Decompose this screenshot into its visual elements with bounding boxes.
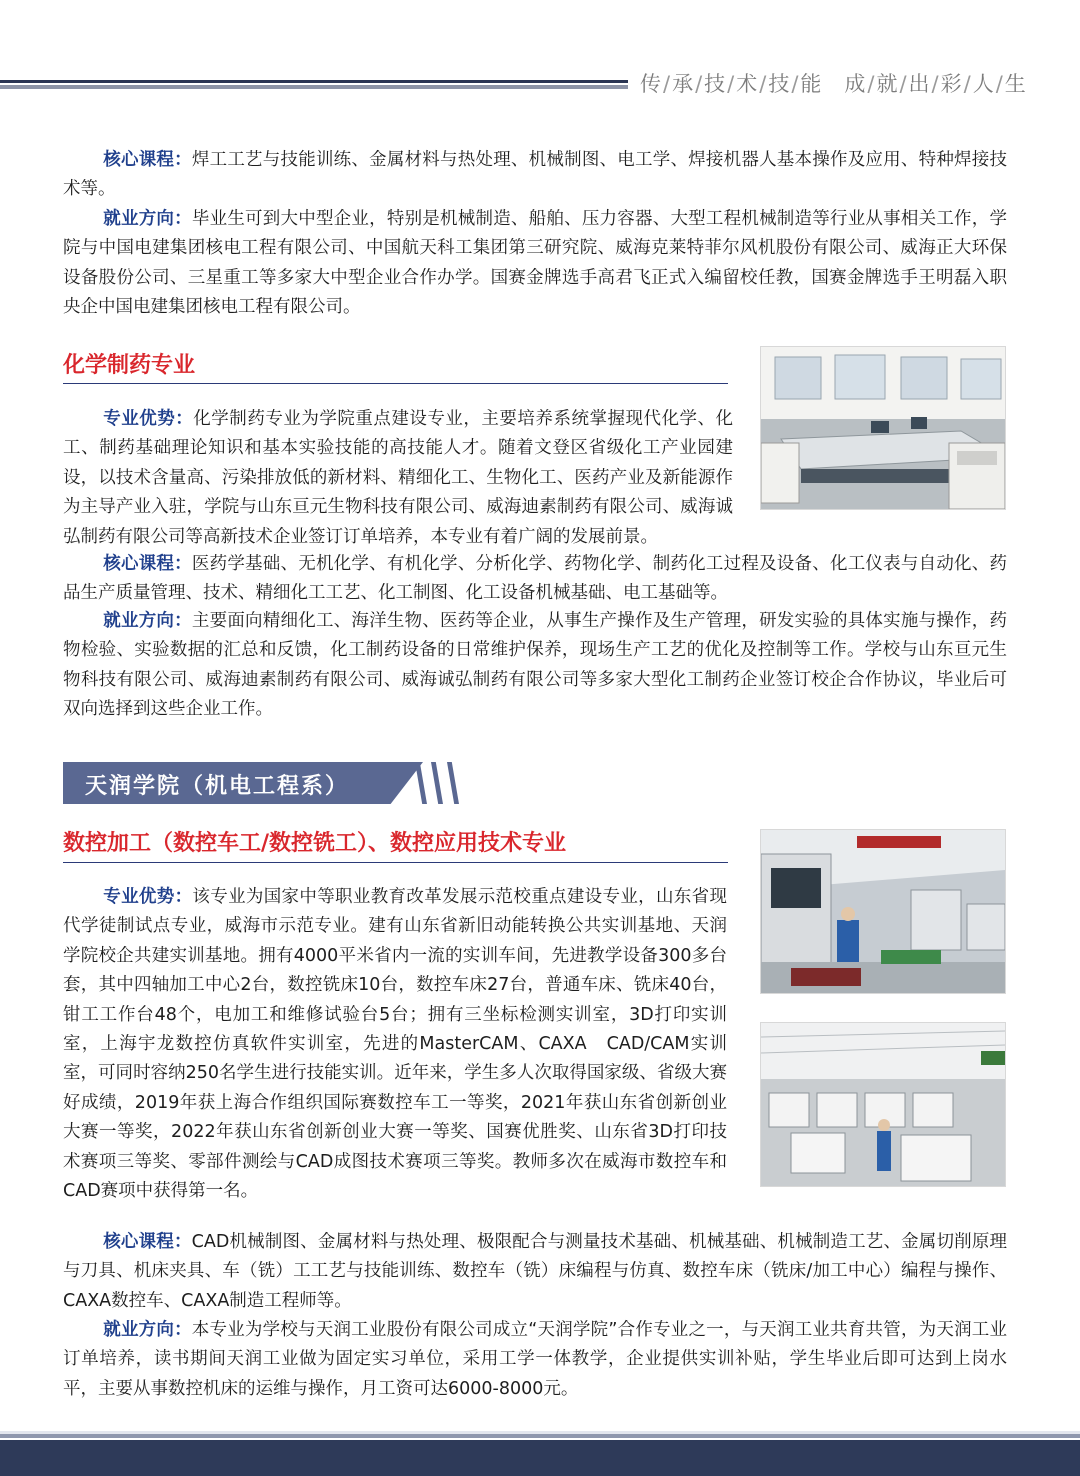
banner-stripe — [431, 762, 443, 804]
cnc-workshop-photo-1 — [760, 829, 1006, 994]
cnc-advantage-paragraph: 专业优势：该专业为国家中等职业教育改革发展示范校重点建设专业，山东省现代学徒制试点专业，威海市示范专业。建有山东省新旧动能转换公共实训基地、天润学院校企共建实训基地。拥有4000平米省内一流的实训车间，先进教学设备300多台套，其中四轴加工中心2台，数控铣床10台，数控车床27台，普通车床、铣床40台，钳工工作台48个，电加工和维修试验台5台；拥有三坐标检测实训室，3D打印实训室，上海宇龙数控仿真软件实训室，先进的MasterCAM、CAXA CAD/CAM实训室，可同时容纳250名学生进行技能实训。近年来，学生多人次取得国家级、省级大赛好成绩，2019年获上海合作组织国际赛数控车工一等奖，2021年获山东省创新创业大赛一等奖，2022年获山东省创新创业大赛一等奖、国赛优胜奖、山东省3D打印技术赛项三等奖、零部件测绘与CAD成图技术赛项三等奖。教师多次在威海市数控车和CAD赛项中获得第一名。 — [63, 887, 727, 1202]
chem-core-paragraph: 核心课程：医药学基础、无机化学、有机化学、分析化学、药物化学、制药化工过程及设备、化工仪表与自动化、药品生产质量管理、技术、精细化工工艺、化工制图、化工设备机械基础、电工基础等。 — [63, 554, 1007, 604]
header-rule — [0, 80, 628, 89]
welding-core-paragraph: 核心课程：焊工工艺与技能训练、金属材料与热处理、机械制图、电工学、焊接机器人基本操作及应用、特种焊接技术等。 — [63, 150, 1007, 200]
header-slogan: 传/承/技/术/技/能 成/就/出/彩/人/生 — [640, 72, 1027, 96]
cnc-title-rule — [63, 862, 728, 863]
chem-section-title: 化学制药专业 — [63, 353, 196, 378]
banner-title: 天润学院（机电工程系） — [85, 774, 350, 799]
welding-job-paragraph: 就业方向：毕业生可到大中型企业，特别是机械制造、船舶、压力容器、大型工程机械制造等行业从事相关工作，学院与中国电建集团核电工程有限公司、中国航天科工集团第三研究院、威海克莱特菲尔风机股份有限公司、威海正大环保设备股份公司、三星重工等多家大中型企业合作办学。国赛金牌选手高君飞正式入编留校任教，国赛金牌选手王明磊入职央企中国电建集团核电工程有限公司。 — [63, 209, 1007, 318]
footer-band — [0, 1431, 1080, 1476]
banner-stripe — [415, 762, 427, 804]
cnc-workshop-photo-2 — [760, 1022, 1006, 1187]
chem-job-paragraph: 就业方向：主要面向精细化工、海洋生物、医药等企业，从事生产操作及生产管理，研发实验的具体实施与操作，药物检验、实验数据的汇总和反馈，化工制药设备的日常维护保养，现场生产工艺的优化及控制等工作。学校与山东亘元生物科技有限公司、威海迪素制药有限公司、威海诚弘制药有限公司等多家大型化工制药企业签订校企合作协议，毕业后可双向选择到这些企业工作。 — [63, 611, 1007, 720]
chem-title-rule — [63, 383, 728, 384]
department-banner — [63, 762, 443, 804]
chem-lab-photo — [760, 346, 1006, 510]
cnc-section-title: 数控加工（数控车工/数控铣工）、数控应用技术专业 — [63, 831, 567, 856]
banner-stripe — [447, 762, 459, 804]
cnc-core-paragraph: 核心课程：CAD机械制图、金属材料与热处理、极限配合与测量技术基础、机械基础、机械制造工艺、金属切削原理与刀具、机床夹具、车（铣）工工艺与技能训练、数控车（铣）床编程与仿真、数控车床（铣床/加工中心）编程与操作、CAXA数控车、CAXA制造工程师等。 — [63, 1232, 1007, 1311]
chem-advantage-paragraph: 专业优势：化学制药专业为学院重点建设专业，主要培养系统掌握现代化学、化工、制药基础理论知识和基本实验技能的高技能人才。随着文登区省级化工产业园建设，以技术含量高、污染排放低的新材料、精细化工、生物化工、医药产业及新能源作为主导产业入驻，学院与山东亘元生物科技有限公司、威海迪素制药有限公司、威海诚弘制药有限公司等高新技术企业签订订单培养，本专业有着广阔的发展前景。 — [63, 409, 734, 547]
cnc-job-paragraph: 就业方向：本专业为学校与天润工业股份有限公司成立“天润学院”合作专业之一，与天润工业共育共管，为天润工业订单培养，读书期间天润工业做为固定实习单位，采用工学一体教学，企业提供实训补贴，学生毕业后即可达到上岗水平，主要从事数控机床的运维与操作，月工资可达6000-8000元。 — [63, 1320, 1007, 1399]
